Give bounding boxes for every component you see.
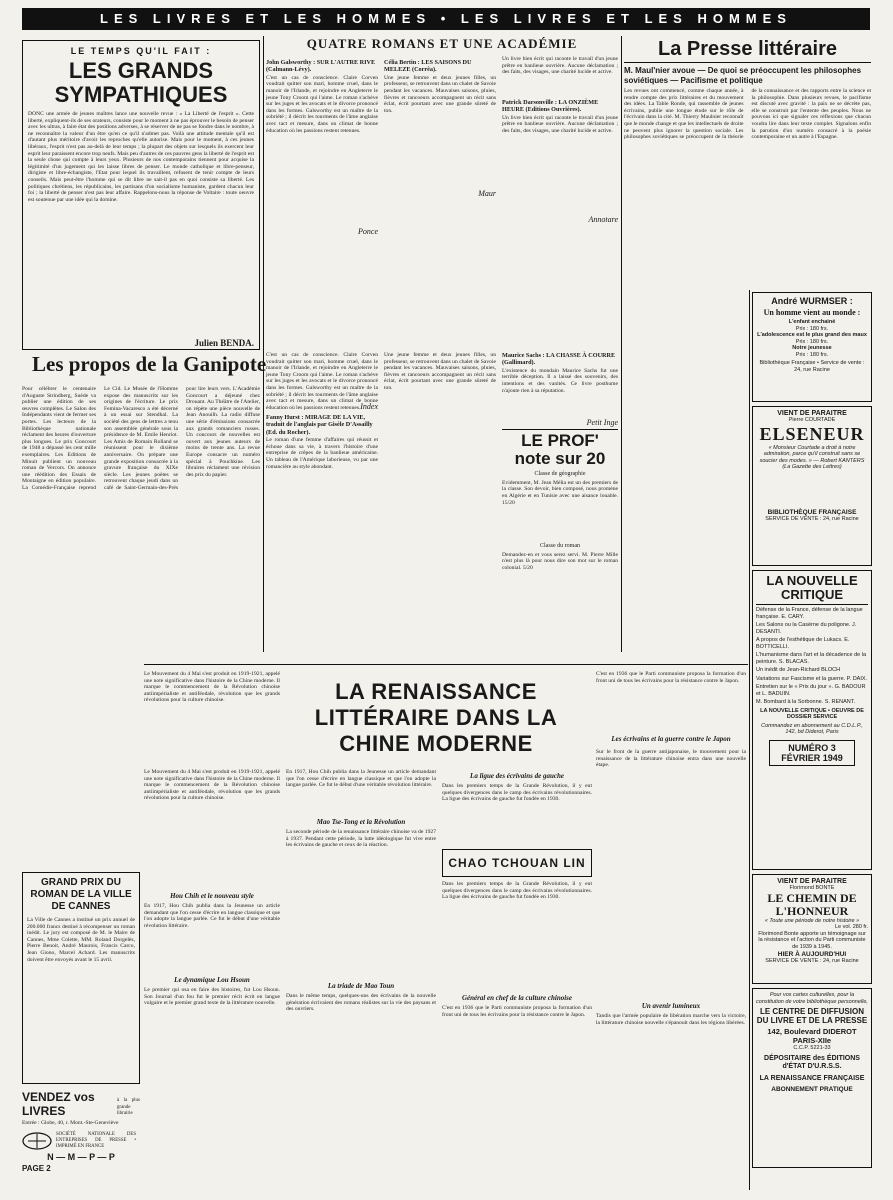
cannes-title: GRAND PRIX DU ROMAN DE LA VILLE DE CANNES [30, 877, 132, 912]
roman-sig-4: Petit Inge [586, 417, 618, 427]
roman-author-1: John Galsworthy : SUR L'AUTRE RIVE (Calmann-Lévy). [266, 59, 376, 74]
roman-text-1: C'est un cas de conscience. Claire Corven voudrait quitter son mari, homme cruel, dans le manoir de l'Irlande, et rejoindre en Angleterre le jeune Tony Croom qui l'aime. Le roman s'achève sur les juges et les avocats et le divorce prononcé dans les formes. Galsworthy est un maître de la sobriété ; il décrit les tourments de l'âme anglaise avec tact et mesure, dans un climat de bonne éducation où les passions restent retenues. [266, 74, 378, 134]
cdlp-foot: ABONNEMENT PRATIQUE [771, 1085, 853, 1093]
vendez-title: VENDEZ vos LIVRES [22, 1090, 95, 1118]
renaissance-author: CHAO TCHOUAN LIN [448, 856, 586, 870]
page-number: PAGE 2 [22, 1164, 51, 1173]
prof-text2: Demandez-en et vous serez servi. M. Pierre Mille n'est plus là pour nous dire son mot sur le roman colonial. 5/20 [502, 551, 618, 571]
chemin-extra: HIER À AUJOURD'HUI [777, 950, 847, 958]
critique-item-2: Les Salons ou la Casérne du poligone. J. DESANTI. [756, 622, 857, 635]
romans-lower [266, 352, 618, 652]
critique-item-6: Variations sur Fascisme et la guerre. P. DAIX. [756, 675, 868, 682]
elseneur-vente: SERVICE DE VENTE : 24, rue Racine [765, 515, 859, 522]
ganipote-body: Pour célébrer le centenaire d'Auguste Strindberg, Suède va publier une édition de ses œuvres complètes. Le Salon des Indépendants vient de fermer ses portes. Les lecteurs de la Bibliothèque nationale réclament des heures d'ouverture plus longues. Le prix Goncourt de 1948 a dépassé les cent mille exemplaires. Les Editions de Minuit publient un nouveau roman de Vercors. On annonce une réédition des Essais de Montaigne en édition populaire. La Comédie-Française reprend Le Cid. Le Musée de l'Homme expose des manuscrits sur les origines de l'écriture. Le prix Femina-Vacaresco a été décerné à un essai sur Stendhal. La société des gens de lettres a tenu son assemblée générale sous la présidence de M. Emile Henriot. Les Amis de Romain Rolland se réunissent pour le dixième anniversaire. On prépare une grande exposition consacrée à la gravure française du XIXe siècle. Les jeunes poètes se retrouvent chaque jeudi dans un café de Saint-Germain-des-Prés pour lire leurs vers. L'Académie Goncourt a déjeuné chez Drouant. Au Théâtre de l'Atelier, on répète une pièce nouvelle de Jean Anouilh. La radio diffuse une série d'émissions consacrée aux grands romanciers russes. Un concours de nouvelles est ouvert aux jeunes auteurs de moins de trente ans. La revue Europe consacre un numéro spécial à Pouchkine. Les libraires réclament une révision des prix du papier. [22, 386, 260, 491]
cdlp-tel: C.C.P. 5221-33 [793, 1045, 831, 1051]
nmpp-logo-icon [22, 1132, 52, 1150]
roman-author-5: Fanny Hurst : MIRAGE DE LA VIE, traduit de l'anglais par Gisèle D'Assailly (Ed. du Rocher). [266, 414, 373, 436]
cdlp-lead: Pour vos cartes culturelles, pour la constitution de votre bibliothèque personnelle, [756, 992, 868, 1005]
romans-intro: Un livre bien écrit qui raconte le travail d'un jeune prêtre en banlieue ouvrière. Aucune déclamation ; des faits, des visages, une charité lucide et active. [502, 56, 618, 76]
renaissance-section-t-6: Sur le front de la guerre antijaponaise, le mouvement pour la renaissance de la littérature chinoise entra dans une nouvelle étape. [596, 749, 746, 769]
critique-item-10: Commandez en abonnement au C.D.L.P., 142, bd Diderot, Paris [761, 722, 863, 735]
critique-ad [752, 570, 872, 870]
renaissance-section-h-6: Les écrivains et la guerre contre le Japon [611, 735, 731, 743]
roman-sig-5: Index [360, 402, 378, 411]
roman-sig-1: Ponce [358, 226, 378, 236]
cdlp-addr: 142, Boulevard DIDEROT PARIS-XIIe [767, 1027, 857, 1045]
renaissance-text-c: Dans les premiers temps de la Grande Révolution, il y eut quelques divergences dans le camp des écrivains révolutionnaires. La ligue des écrivains de gauche fut fondée en 1930. [442, 881, 592, 901]
renaissance-author-box [442, 849, 592, 877]
critique-title: LA NOUVELLE CRITIQUE [756, 574, 868, 605]
divider-3 [749, 290, 750, 1190]
romans-title: QUATRE ROMANS ET UNE ACADÉMIE [306, 36, 578, 51]
vendez-sub: à la plus grande librairie [116, 1098, 140, 1117]
roman-sig-2: Maur [478, 188, 496, 198]
critique-item-3: A propos de l'esthétique de Lukacs. E. BOTTICELLI. [756, 637, 850, 650]
renaissance-section-t-5: C'est en 1936 que le Parti communiste proposa la formation d'un front uni de tous les écrivains pour la résistance contre le Japon. [442, 1005, 592, 1018]
temps-title: LES GRANDS SYMPATHIQUES [54, 58, 228, 107]
ganipote-title: Les propos de la Ganipote [32, 352, 267, 376]
roman-text-2: Une jeune femme et deux jeunes filles, un professeur, se retrouvent dans un chalet de Savoie pendant les vacances. Mauvaises saisons, pluies, fièvres et rancoeurs accompagnent un récit sans éclat, écrit pourtant avec une grande sûreté de ton. [384, 74, 496, 114]
roman-text-2b: Une jeune femme et deux jeunes filles, un professeur, se retrouvent dans un chalet de Savoie pendant les vacances. Mauvaises saisons, pluies, fièvres et rancoeurs accompagnent un récit sans éclat, écrit pourtant avec une grande sûreté de ton. [384, 352, 496, 391]
critique-numero: NUMÉRO 3 [788, 742, 836, 753]
chemin-title: LE CHEMIN DE L'HONNEUR [767, 890, 857, 918]
chemin-sub: « Toute une période de notre histoire » [764, 917, 860, 924]
roman-sig-3: Annotare [588, 214, 618, 224]
renaissance-section-h-4: La ligue des écrivains de gauche [470, 772, 564, 780]
prof-sub2: Classe du roman [540, 542, 580, 549]
critique-date: FÉVRIER 1949 [781, 752, 843, 763]
cdlp-ad [752, 988, 872, 1168]
critique-item-9: LA NOUVELLE CRITIQUE • OEUVRE DE DOSSIER SERVICE [760, 707, 864, 720]
renaissance-section-h-5: Général en chef de la culture chinoise [461, 994, 573, 1002]
temps-body: DONC une armée de jeunes maîtres lance une nouvelle revue : « La Liberté de l'esprit ». Cette liberté, expliquent-ils de ses orateurs, consiste pour le moment à ne pas éprouver le besoin de penser avec les ultras, à faire état des positions adverses, à se réserver de ne pas se fondre dans le nombre, à ne reconnaître la valeur d'un être qu'en ce qu'il n'admet pas. Voilà une attitude mentale qu'il est d'autant plus méritoire d'avoir les reproches qu'elle autorise. Mais pour le moment, à ces jeunes libéraux, l'esprit n'est pas au-delà de leur temps ; la plupart des objets sur lesquels ils exercent leur esprit leur paraissent encore trop neufs. Mais peu d'autres de ces pauvres gens la liberté de l'esprit est la seule chose qui compte à leurs yeux. Plusieurs de nos contemporains tiennent pour acquise la légitimité d'un jugement qui les laisse libres de penser. Le monde catholique et libre-penseur, dirigiste et libre-échangiste, l'Etat pour lequel ils travaillent, refusent de tenir compte de leurs conseils. Mais peut-être l'homme qui se dit libre ne sait-il pas en quoi consiste sa liberté. Les politiques chrétiens, les républicains, les partisans d'un socialisme humaniste, gardent chacun leur foi ; la liberté de penser n'est pas leur affaire. Rappelons-nous la réponse de Voltaire : toute oeuvre est soutenue par une idée qui la domine. [28, 111, 254, 203]
chemin-ad [752, 874, 872, 984]
wurmser-foot: Bibliothèque Française • Service de vente : 24, rue Racine [759, 360, 865, 373]
chemin-author: Florimond BONTE [789, 885, 835, 891]
ganipote-header [22, 352, 376, 376]
vendez-box [22, 1090, 140, 1130]
divider-1 [263, 36, 264, 652]
elseneur-title: ELSENEUR [759, 423, 865, 444]
vendez-text: Entrée : Globe, 40, r. Mont.-Ste-Geneviève [22, 1120, 119, 1126]
chemin-text: Florimond Bonte apporte un témoignage sur la résistance et l'action du Parti communiste de 1939 à 1945. [758, 930, 866, 950]
wurmser-item-3: Notre jeunesse [792, 345, 832, 351]
presse-title: La Presse littéraire [624, 36, 871, 63]
divider-2 [621, 36, 622, 652]
renaissance-section-h-0: Hou Chih et le nouveau style [170, 892, 254, 900]
renaissance-section-t-2: La seconde période de la renaissance littéraire chinoise va de 1927 à 1937. Pendant cette période, la lutte idéologique fut vive entre les écrivains de gauche et ceux de la réaction. [286, 829, 436, 849]
wurmser-item-1: L'enfant enchainé [788, 319, 836, 325]
roman-author-4: Maurice Sachs : LA CHASSE À COURRE (Gallimard). [502, 352, 616, 367]
prof-sub: Classe de géographie [534, 470, 586, 477]
presse-sub: M. Maul'nier avoue — De quoi se préoccupent les philosophes soviétiques — Pacifisme et politique [624, 66, 862, 85]
renaissance-intro: Le Mouvement du 4 Mai s'est produit en 1919-1921, appelé une note significative dans l'histoire de la Chine moderne. Il marque le commencement de la Révolution chinoise antiimpérialiste et antiféodale, révolution que les grands révolutions pour la culture chinoise. [144, 671, 280, 704]
presse-body: Les revues ont commencé, comme chaque année, à rendre compte des prix littéraires et du mouvement des idées. La Table Ronde, qui rassemble de jeunes écrivains, publie une longue étude sur le rôle de l'écrivain dans la cité. M. Thierry Maulnier reconnaît que le monde change et que les intellectuels de droite ne peuvent plus ignorer la question sociale. Les philosophes soviétiques se préoccupent de la théorie de la connaissance et des rapports entre la science et la philosophie. Dans plusieurs revues, le pacifisme est discuté avec gravité : la paix ne se décrète pas, elle se construit par l'entente des peuples. Nous ne pouvons ici que signaler ces réflexions que chacun voudra lire dans leur texte complet. Signalons enfin la parution d'un numéro consacré à la poésie contemporaine et un autre à l'Espagne. [624, 88, 871, 141]
elseneur-text: « Monsieur Courtade a droit à notre admiration, parce qu'il construit sans se soucier des modes. » — Robert KANTERS (La Gazette des Lettres) [759, 444, 865, 470]
cdlp-t2: DÉPOSITAIRE des ÉDITIONS d'ÉTAT D'U.R.S.S. [764, 1054, 860, 1070]
prof-title: LE PROF' note sur 20 [514, 430, 606, 468]
temps-kicker: LE TEMPS QU'IL FAIT : [70, 46, 212, 56]
roman-text-1b: C'est un cas de conscience. Claire Corven voudrait quitter son mari, homme cruel, dans le manoir de l'Irlande, et rejoindre en Angleterre le jeune Tony Croom qui l'aime. Le roman s'achève sur les juges et les avocats et le divorce prononcé dans les formes. Galsworthy est un maître de la sobriété ; il décrit les tourments de l'âme anglaise avec tact et mesure, dans un climat de bonne éducation où les passions restent retenues. [266, 352, 378, 411]
renaissance-section-t-3: Dans le même temps, quelques-uns des écrivains de la nouvelle génération écrivaient des romans réalistes sur la vie des paysans et des ouvriers. [286, 993, 436, 1013]
renaissance-text-a: Le Mouvement du 4 Mai s'est produit en 1919-1921, appelé une note significative dans l'histoire de la Chine moderne. Il marque le commencement de la Révolution chinoise antiimpérialiste et antiféodale, révolution que les grands révolutions pour la culture chinoise. [144, 769, 280, 802]
roman-text-5: Le roman d'une femme d'affaires qui réussit et échoue dans sa vie, à travers l'histoire d'une entreprise de crêpes de la banlieue américaine. Un tableau de l'Amérique laborieuse, vu par une romancière au style abondant. [266, 437, 378, 470]
roman-text-3: Un livre bien écrit qui raconte le travail d'un jeune prêtre en banlieue ouvrière. Aucune déclamation ; des faits, des visages, une charité lucide et active. [502, 114, 618, 134]
renaissance-section-t-4: Dans les premiers temps de la Grande Révolution, il y eut quelques divergences dans le camp des écrivains révolutionnaires. La ligue des écrivains de gauche fut fondée en 1930. [442, 783, 592, 803]
critique-item-5: Un inédit de Jean-Richard BLOCH [756, 667, 841, 673]
renaissance-section-h-1: Le dynamique Lou Hsoun [174, 976, 250, 984]
chemin-vente: SERVICE DE VENTE : 24, rue Racine [765, 957, 859, 964]
prof-text: Evidemment, M. Jean Mélia est un des premiers de la classe. Son devoir, bien composé, nous promène en Algérie et en Tunisie avec une aisance louable. 15/20 [502, 479, 618, 506]
elseneur-foot: BIBLIOTHÈQUE FRANÇAISE [767, 508, 857, 516]
elseneur-kicker: VIENT DE PARAITRE [777, 410, 847, 417]
renaissance-text-b: En 1917, Hou Chih publia dans la Jeunesse un article demandant que l'on cesse d'écrire en langue classique et que l'on adopte la langue parlée. Ce fut le début d'une véritable révolution littéraire. [286, 769, 436, 789]
renaissance-section-t-1: Le premier qui osa en faire des histoires, fut Lou Hsoun. Son Journal d'un fou fut le premier récit écrit en langue vulgaire et le premier grand texte de la littérature nouvelle. [144, 987, 280, 1007]
wurmser-ad [752, 292, 872, 402]
critique-item-4: L'humanisme dans l'art et la décadence de la peinture. S. BLACAS. [756, 652, 867, 665]
renaissance-col-right: C'est en 1936 que le Parti communiste proposa la formation d'un front uni de tous les écrivains pour la résistance contre le Japon. [596, 671, 746, 684]
imprimerie-initials: N — M — P — P [47, 1152, 115, 1162]
chemin-kicker: VIENT DE PARAITRE [777, 878, 847, 885]
wurmser-price-1: Prix : 180 frs. [795, 325, 829, 332]
critique-item-8: M. Bombard à la Sorbonne. S. RENANT. [756, 699, 856, 705]
elseneur-author: Pierre COURTADE [788, 417, 836, 423]
critique-item-7: Entretien sur le « Prix du jour ». G. BADOUR et L. BADUIN. [756, 684, 866, 697]
roman-text-4: L'existence du mondain Maurice Sachs fut une terrible déception. Il a laissé des souvenirs, des intentions et des vanités. Ce livre posthume n'ajoute rien à sa réputation. [502, 367, 618, 394]
imprimerie-text: SOCIÉTÉ NATIONALE DES ENTREPRISES DE PRESSE • IMPRIMÉ EN FRANCE [56, 1132, 136, 1149]
renaissance-title: LA RENAISSANCE LITTÉRAIRE DANS LA CHINE MODERNE [314, 679, 558, 756]
wurmser-item-2: L'adolescence est le plus grand des maux [757, 332, 867, 338]
roman-author-3: Patrick Darsonville : LA ONZIÈME HEURE (Editions Ouvrières). [502, 99, 599, 114]
renaissance-section-t-7: Tandis que l'armée populaire de libération marche vers la victoire, la littérature chinoise nouvelle s'épanouit dans les régions libérées. [596, 1013, 746, 1026]
cdlp-title: LE CENTRE DE DIFFUSION DU LIVRE ET DE LA PRESSE [756, 1007, 868, 1025]
wurmser-price-2: Prix : 180 frs. [795, 338, 829, 345]
cdlp-t3: LA RENAISSANCE FRANÇAISE [759, 1074, 865, 1082]
roman-author-2: Célia Bertin : LES SAISONS DU MELEZE (Corrêa). [384, 59, 472, 74]
wurmser-title: Un homme vient au monde : [763, 308, 861, 317]
romans-section [266, 36, 618, 350]
elseneur-ad [752, 406, 872, 566]
chemin-price: Le vol. 280 fr. [834, 924, 868, 930]
wurmser-name: André WURMSER : [771, 296, 853, 306]
temps-signature: Julien BENDA. [194, 338, 254, 348]
renaissance-section-t-0: En 1917, Hou Chih publia dans la Jeunesse un article demandant que l'on cesse d'écrire en langue classique et que l'on adopte la langue parlée. Ce fut le début d'une véritable révolution littéraire. [144, 903, 280, 929]
imprimerie-block [22, 1132, 140, 1192]
critique-item-1: Défense de la France, défense de la langue française. E. CARY. [756, 607, 863, 620]
renaissance-section-h-7: Un avenir lumineux [641, 1002, 701, 1010]
renaissance-section [144, 664, 748, 1192]
cannes-box [22, 872, 140, 1084]
wurmser-price-3: Prix : 180 frs. [795, 351, 829, 358]
temps-box [22, 40, 260, 350]
renaissance-section-h-2: Mao Tse-Tong et la Révolution [316, 818, 406, 826]
section-banner: LES LIVRES ET LES HOMMES • LES LIVRES ET LES HOMMES [22, 8, 870, 30]
cannes-body: La Ville de Cannes a institué un prix annuel de 200.000 francs destiné à récompenser un roman inédit. Le jury est composé de M. le Maire de Cannes, Mme Colette, MM. Roland Dorgelès, Pierre Benoit, André Maurois, Francis Carco, Jean Giono, Marcel Achard. Les manuscrits doivent être envoyés avant le 15 avril. [27, 917, 135, 963]
renaissance-section-h-3: La triade de Mao Toun [327, 982, 395, 990]
